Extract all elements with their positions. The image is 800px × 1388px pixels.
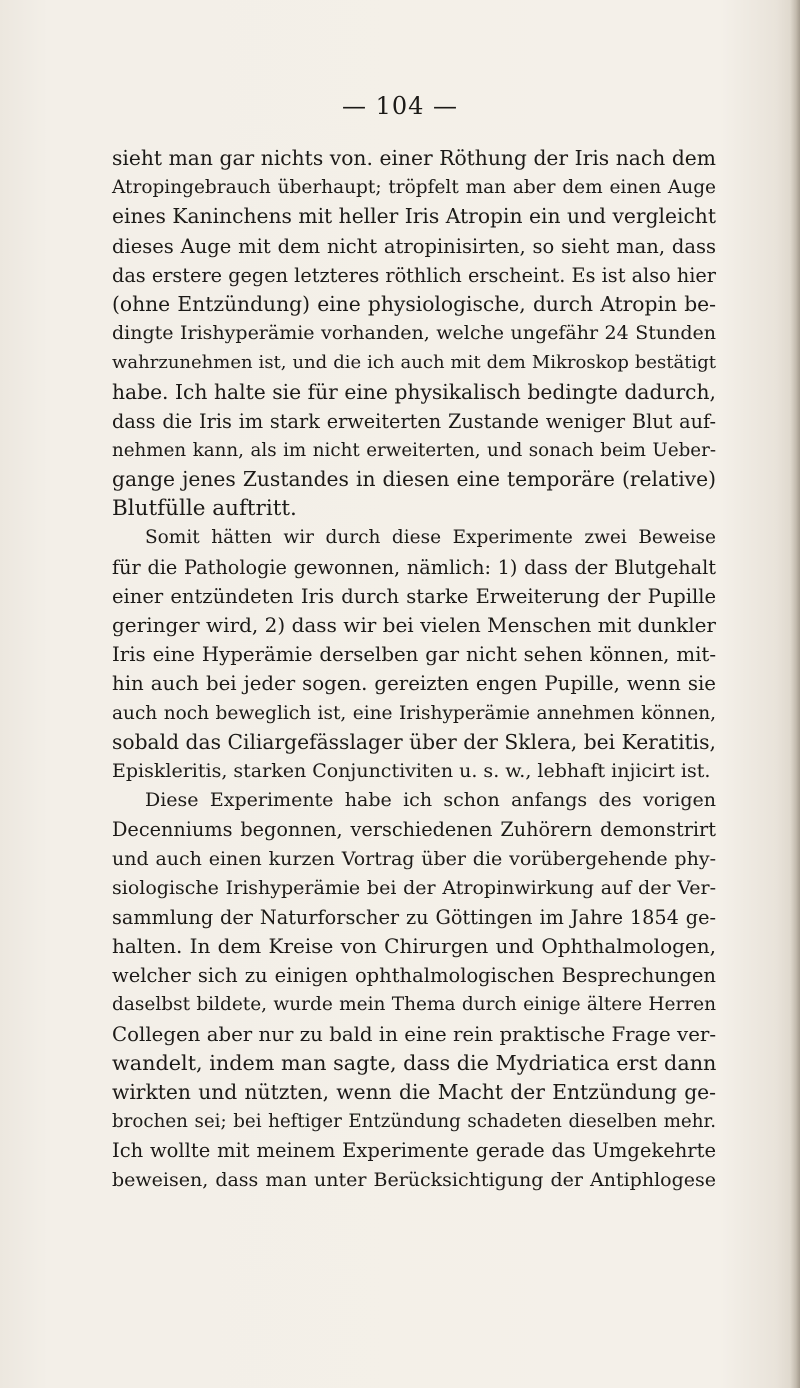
text-line: und auch einen kurzen Vortrag über die vorübergehende phy- [112,847,716,870]
text-line: dieses Auge mit dem nicht atropinisirten, so sieht man, dass [112,234,716,258]
text-line: Blutfülle auftritt. [112,496,297,522]
text-line: Collegen aber nur zu bald in eine rein praktische Frage ver- [112,1022,716,1046]
body-text [112,144,716,1195]
text-line: daselbst bildete, wurde mein Thema durch einige ältere Herren [112,994,716,1016]
text-line: Decenniums begonnen, verschiedenen Zuhörern demonstrirt [112,818,716,842]
text-line: hin auch bei jeder sogen. gereizten engen Pupille, wenn sie [112,672,716,696]
text-line: für die Pathologie gewonnen, nämlich: 1) dass der Blutgehalt [112,555,716,579]
text-line: wirkten und nützten, wenn die Macht der Entzündung ge- [112,1080,716,1104]
text-line: beweisen, dass man unter Berücksichtigung der Antiphlogese [112,1168,716,1191]
text-line: (ohne Entzündung) eine physiologische, durch Atropin be- [112,291,716,316]
text-line: habe. Ich halte sie für eine physikalisch bedingte dadurch, [112,379,716,404]
text-line: einer entzündeten Iris durch starke Erweiterung der Pupille [112,584,716,608]
text-line: eines Kaninchens mit heller Iris Atropin ein und vergleicht [112,204,716,229]
text-line: nehmen kann, als im nicht erweiterten, und sonach beim Ueber- [112,439,716,461]
text-line: Diese Experimente habe ich schon anfangs des vorigen [145,789,716,812]
text-line: Iris eine Hyperämie derselben gar nicht sehen können, mit- [112,643,716,667]
text-line: welcher sich zu einigen ophthalmologischen Besprechungen [112,964,716,988]
text-line: dass die Iris im stark erweiterten Zustande weniger Blut auf- [112,409,716,433]
text-line: gange jenes Zustandes in diesen eine temporäre (relative) [112,467,716,492]
text-line: das erstere gegen letzteres röthlich erscheint. Es ist also hier [112,263,716,287]
text-line: wandelt, indem man sagte, dass die Mydriatica erst dann [112,1050,717,1075]
page-number: — 104 — [341,92,459,120]
text-line: dingte Irishyperämie vorhanden, welche ungefähr 24 Stunden [112,322,716,345]
text-line: siologische Irishyperämie bei der Atropinwirkung auf der Ver- [112,876,716,899]
page-edge-shadow [790,0,800,1388]
text-line: Ich wollte mit meinem Experimente gerade das Umgekehrte [112,1139,716,1163]
text-line: geringer wird, 2) dass wir bei vielen Menschen mit dunkler [112,613,716,637]
text-line: auch noch beweglich ist, eine Irishyperämie annehmen können, [112,702,716,724]
text-line: Episkleritis, starken Conjunctiviten u. s. w., lebhaft injicirt ist. [112,759,711,782]
text-line: Somit hätten wir durch diese Experimente zwei Beweise [145,527,716,549]
text-line: halten. In dem Kreise von Chirurgen und Ophthalmologen, [112,934,716,959]
text-line: sammlung der Naturforscher zu Göttingen im Jahre 1854 ge- [112,905,716,929]
text-line: sieht man gar nichts von. einer Röthung der Iris nach dem [112,146,716,170]
text-line: sobald das Ciliargefässlager über der Sklera, bei Keratitis, [112,729,716,754]
text-line: brochen sei; bei heftiger Entzündung schadeten dieselben mehr. [112,1111,716,1133]
text-line: wahrzunehmen ist, und die ich auch mit dem Mikroskop bestätigt [112,352,716,374]
text-line: Atropingebrauch überhaupt; tröpfelt man aber dem einen Auge [112,177,716,199]
